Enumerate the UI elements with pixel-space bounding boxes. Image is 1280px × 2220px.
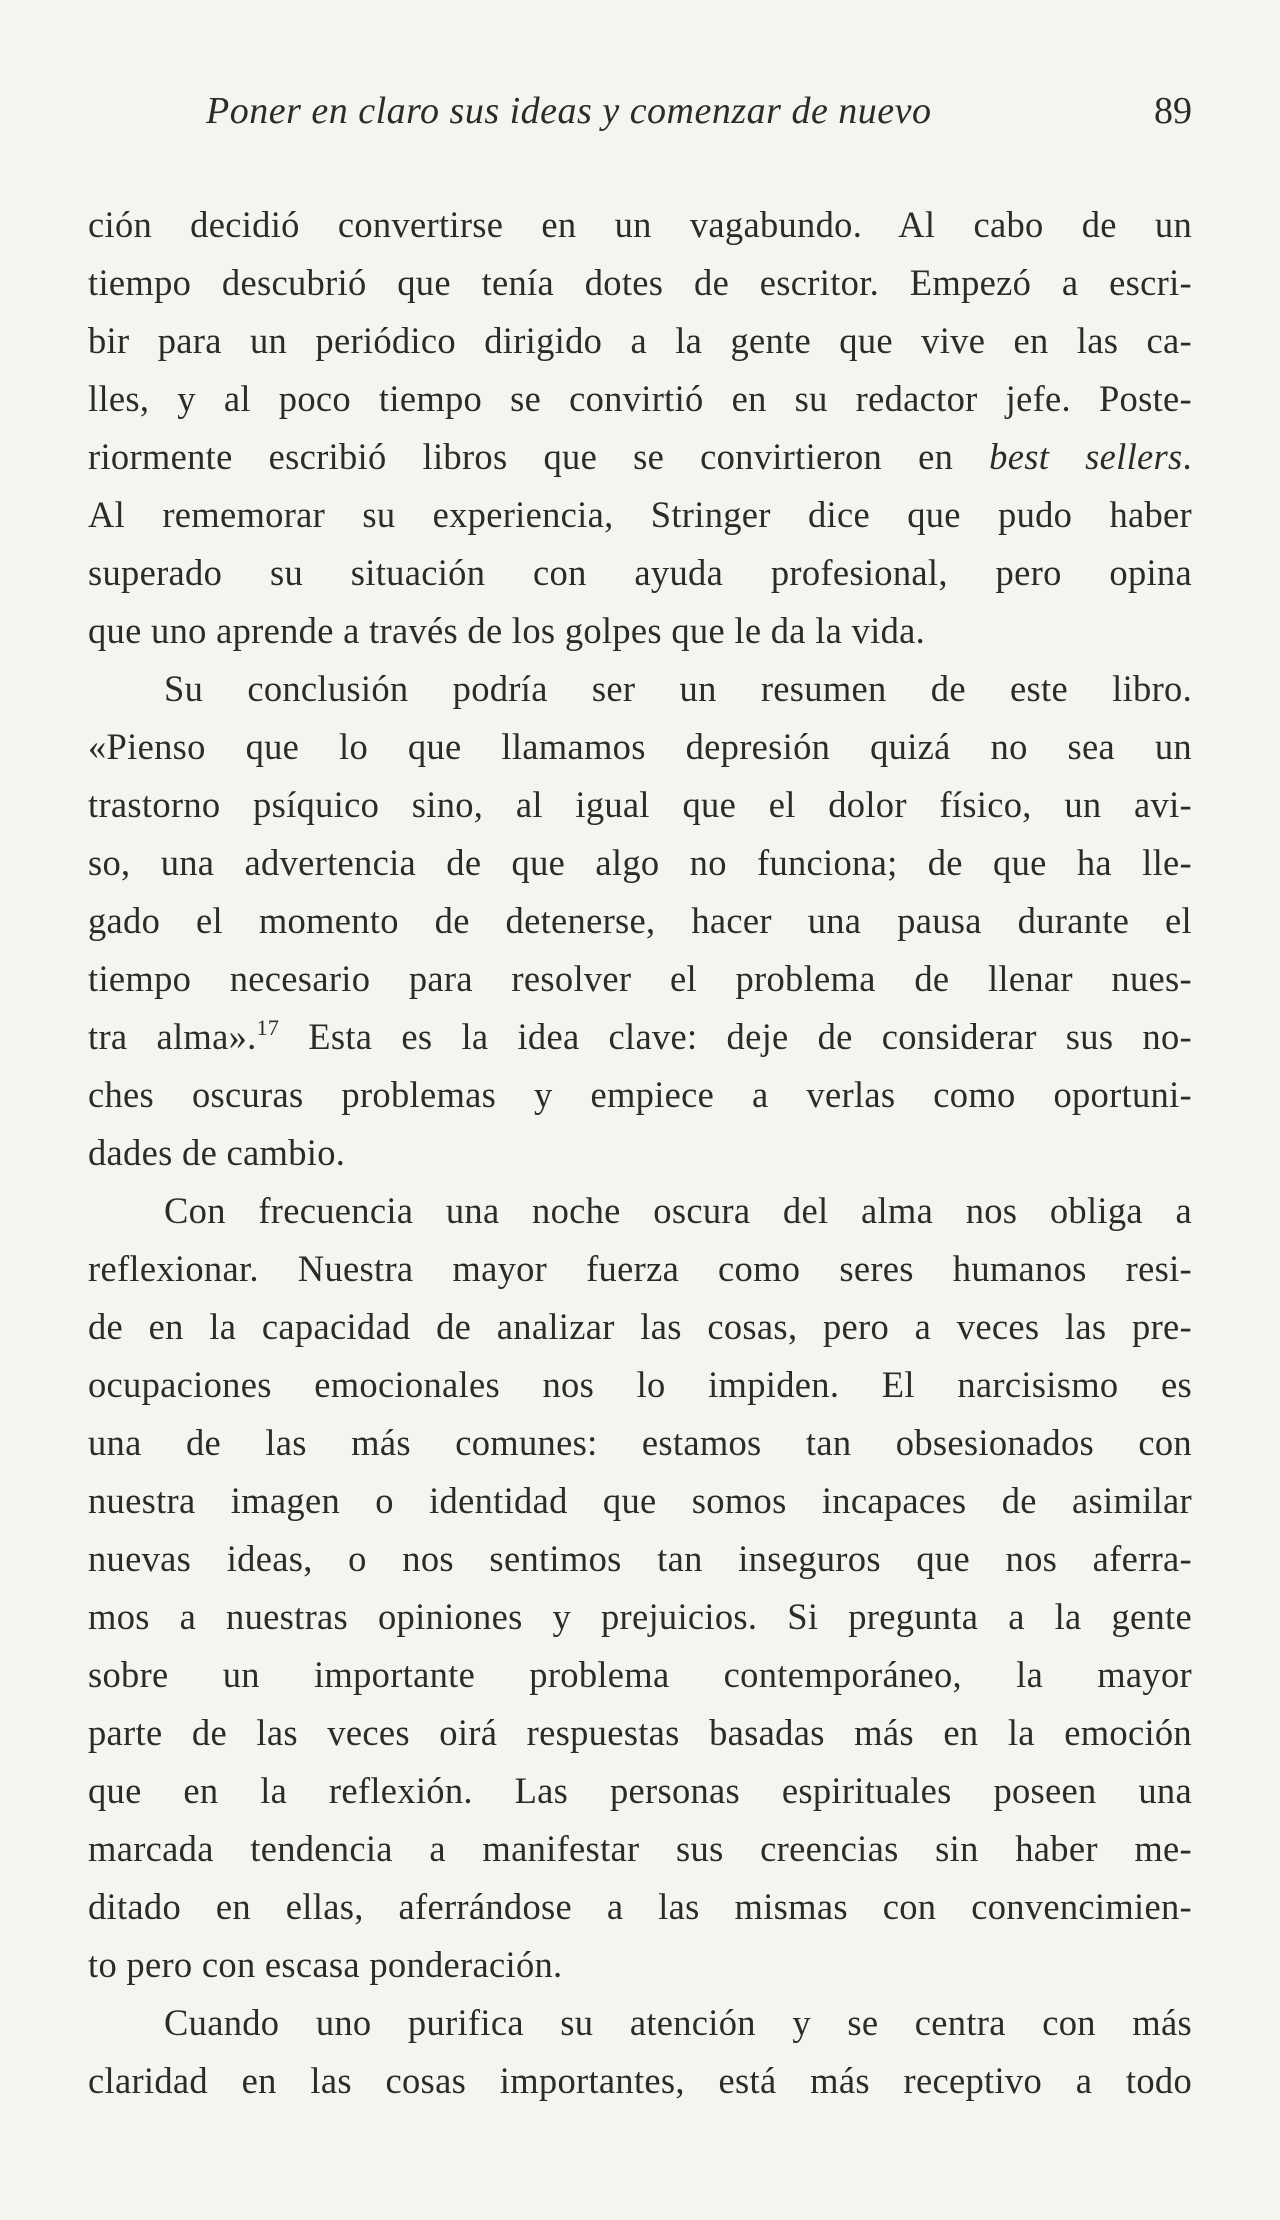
text-segment: tra alma». <box>88 1016 257 1057</box>
text-segment: riormente escribió libros que se convirtieron en <box>88 436 990 477</box>
text-line: claridad en las cosas importantes, está más receptivo a todo <box>88 2060 1192 2101</box>
text-line: gado el momento de detenerse, hacer una pausa durante el <box>88 900 1192 941</box>
text-line: Al rememorar su experiencia, Stringer dice que pudo haber <box>88 494 1192 535</box>
text-line: marcada tendencia a manifestar sus creencias sin haber me- <box>88 1828 1192 1869</box>
page-number: 89 <box>1154 90 1192 132</box>
text-line: que uno aprende a través de los golpes que le da la vida. <box>88 610 926 651</box>
book-page <box>88 0 1192 2220</box>
text-line: superado su situación con ayuda profesional, pero opina <box>88 552 1192 593</box>
text-line: to pero con escasa ponderación. <box>88 1944 563 1985</box>
text-line: mos a nuestras opiniones y prejuicios. Si pregunta a la gente <box>88 1596 1192 1637</box>
text-line: Con frecuencia una noche oscura del alma nos obliga a <box>164 1190 1192 1231</box>
body-text <box>88 196 1192 2110</box>
text-line: una de las más comunes: estamos tan obsesionados con <box>88 1422 1192 1463</box>
text-line: que en la reflexión. Las personas espirituales poseen una <box>88 1770 1192 1811</box>
text-line: dades de cambio. <box>88 1132 346 1173</box>
running-header <box>88 84 1192 138</box>
text-line: nuestra imagen o identidad que somos incapaces de asimilar <box>88 1480 1192 1521</box>
text-line: reflexionar. Nuestra mayor fuerza como seres humanos resi- <box>88 1248 1192 1289</box>
text-line: nuevas ideas, o nos sentimos tan inseguros que nos aferra- <box>88 1538 1192 1579</box>
text-line: ción decidió convertirse en un vagabundo. Al cabo de un <box>88 204 1192 245</box>
text-line: tiempo necesario para resolver el problema de llenar nues- <box>88 958 1192 999</box>
text-line: tiempo descubrió que tenía dotes de escritor. Empezó a escri- <box>88 262 1192 303</box>
text-line: ches oscuras problemas y empiece a verlas como oportuni- <box>88 1074 1192 1115</box>
text-line: sobre un importante problema contemporáneo, la mayor <box>88 1654 1192 1695</box>
book-title-emphasis: best sellers <box>989 436 1183 477</box>
text-line: so, una advertencia de que algo no funciona; de que ha lle- <box>88 842 1192 883</box>
running-title: Poner en claro sus ideas y comenzar de nuevo <box>206 90 932 132</box>
text-line: Su conclusión podría ser un resumen de este libro. <box>164 668 1192 709</box>
text-line: parte de las veces oirá respuestas basadas más en la emoción <box>88 1712 1192 1753</box>
text-line: de en la capacidad de analizar las cosas, pero a veces las pre- <box>88 1306 1192 1347</box>
text-line: bir para un periódico dirigido a la gente que vive en las ca- <box>88 320 1192 361</box>
text-line <box>88 1008 1192 1066</box>
text-line: ditado en ellas, aferrándose a las mismas con convencimien- <box>88 1886 1192 1927</box>
text-line: lles, y al poco tiempo se convirtió en su redactor jefe. Poste- <box>88 378 1192 419</box>
footnote-marker: 17 <box>256 1015 280 1040</box>
text-line: trastorno psíquico sino, al igual que el dolor físico, un avi- <box>88 784 1192 825</box>
text-segment: Esta es la idea clave: deje de considerar sus no- <box>279 1016 1192 1057</box>
text-line: Cuando uno purifica su atención y se centra con más <box>164 2002 1192 2043</box>
text-line <box>88 428 1192 486</box>
text-line: ocupaciones emocionales nos lo impiden. El narcisismo es <box>88 1364 1192 1405</box>
text-line: «Pienso que lo que llamamos depresión quizá no sea un <box>88 726 1192 767</box>
text-segment: . <box>1182 436 1192 477</box>
